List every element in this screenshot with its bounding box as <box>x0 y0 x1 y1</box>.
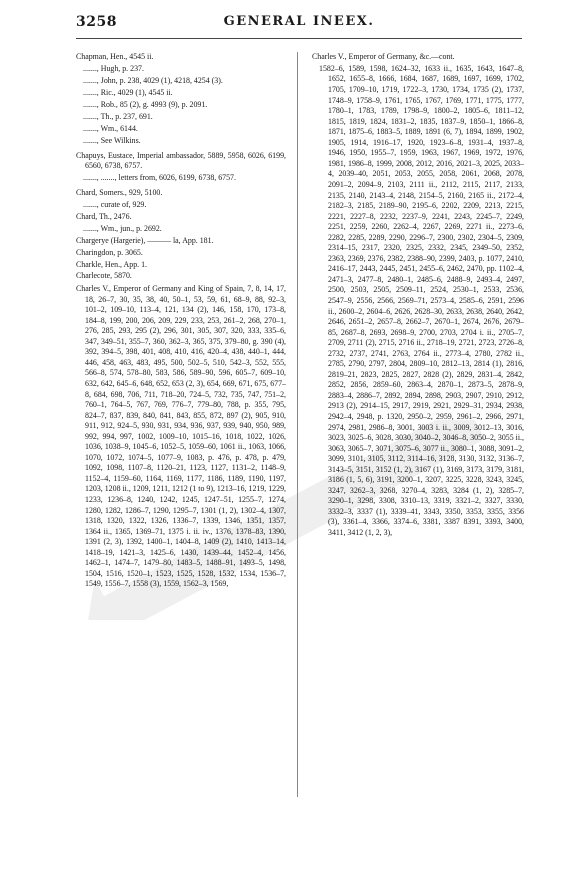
index-subentry: ......., Wm., 6144. <box>83 123 138 133</box>
index-column-left <box>76 52 286 591</box>
index-entry: Chapuys, Eustace, Imperial ambassador, 5889, 5958, 6026, 6199, 6560, 6738, 6757. <box>76 150 286 171</box>
index-entry: Charles V., Emperor of Germany, &c.—cont. <box>312 52 455 61</box>
index-entry: Charles V., Emperor of Germany and King of Spain, 7, 8, 14, 17, 18, 26–7, 30, 35, 38, 40, 50–1, 53, 59, 61, 68–9, 88, 92–3, 101–2, 109–10, 113–4, 121, 134 (2), 146, 158, 170, 173–8, 184–8, 199, 200, 206, 209, 229, 233, 253, 261–2, 268, 270–1, 276, 285, 293, 295 (2), 296, 301, 305, 307, 320, 333, 335–6, 347, 349–51, 355–7, 360, 362–3, 365, 375, 379–80, g. 390 (4), 392, 394–5, 398, 401, 408, 410, 416, 420–4, 438, 440–1, 444, 446, 458, 463, 483, 495, 500, 502–5, 510, 542–3, 552, 555, 566–8, 574, 578–80, 583, 586, 589–90, 596, 605–7, 609–10, 632, 642, 645–6, 648, 652, 653 (2, 3), 654, 669, 671, 675, 677–8, 684, 698, 706, 711, 718–20, 724–5, 732, 735, 747, 751–2, 760–1, 764–5, 767, 769, 776–7, 779–80, 788, p. 355, 795, 824–7, 837, 839, 840, 841, 843, 855, 872, 897 (2), 905, 910, 911, 912, 924–5, 930, 931, 934, 936, 937, 939, 940, 950, 989, 992, 994, 997, 1002, 1009–10, 1015–16, 1018, 1022, 1026, 1036, 1038–9, 1045–6, 1052–5, 1059–60, 1061 ii., 1063, 1066, 1070, 1072, 1074–5, 1077–9, 1083, p. 476, p. 478, p. 479, 1092, 1098, 1107–8, 1120–21, 1123, 1127, 1131–2, 1148–9, 1152–4, 1159–60, 1164, 1169, 1177, 1186, 1189, 1190, 1197, 1203, 1208 ii., 1209, 1211, 1212 (1 to 9), 1213–16, 1219, 1229, 1233, 1236–8, 1240, 1242, 1245, 1247–51, 1255–7, 1274, 1280, 1282, 1286–7, 1290, 1295–7, 1301 (1, 2), 1302–4, 1307, 1318, 1320, 1322, 1326, 1336–7, 1339, 1346, 1351, 1357, 1364 ii., 1365, 1369–71, 1375 i. ii. iv., 1376, 1378–83, 1390, 1391 (2, 3), 1392, 1400–1, 1404–8, 1409 (2), 1410, 1413–14, 1418–19, 1421–3, 1425–6, 1430, 1439–44, 1452–4, 1456, 1462–1, 1474–7, 1479–80, 1483–5, 1488–91, 1493–5, 1498, 1504, 1516, 1520–1, 1523, 1525, 1528, 1532, 1534, 1536–7, 1549, 1556–7, 1558 (3), 1559, 1562–3, 1569, <box>76 284 286 589</box>
index-subentry: 1582–6, 1589, 1598, 1624–32, 1633 ii., 1635, 1643, 1647–8, 1652, 1655–8, 1666, 1684, 1687, 1689, 1697, 1699, 1702, 1705, 1709–10, 1719, 1722–3, 1730, 1734, 1735 (2), 1737, 1748–9, 1758–9, 1761, 1765, 1767, 1769, 1771, 1775, 1777, 1780–1, 1783, 1789, 1798–9, 1800–2, 1805–6, 1811–12, 1815, 1819, 1824, 1831–2, 1835, 1837–9, 1850–1, 1866–8, 1871, 1875–6, 1883–5, 1889, 1891 (6, 7), 1894, 1899, 1902, 1905, 1914, 1916–17, 1920, 1923–6–8, 1931–4, 1937–8, 1946, 1950, 1955–7, 1959, 1963, 1967, 1969, 1972, 1976, 1981, 1986–8, 1999, 2008, 2012, 2016, 2021–3, 2025, 2033–4, 2039–40, 2051, 2053, 2055, 2058, 2061, 2068, 2078, 2091–2, 2094–9, 2103, 2111 ii., 2112, 2115, 2117, 2133, 2135, 2140, 2143–4, 2148, 2154–5, 2160, 2165 ii., 2172–4, 2182–3, 2185, 2189–90, 2195–6, 2202, 2209, 2213, 2215, 2221, 2227–8, 2232, 2237–9, 2241, 2243, 2245–7, 2249, 2251, 2259, 2260, 2262–4, 2267, 2269, 2271 ii., 2273–6, 2282, 2285, 2289, 2290, 2296–7, 2300, 2302, 2304–5, 2309, 2314–15, 2317, 2320, 2325, 2332, 2345, 2349–50, 2352, 2363, 2369, 2376, 2382, 2388–90, 2399, 2403, p. 1077, 2410, 2416–17, 2443, 2445, 2451, 2455–6, 2462, 2470, pp. 1102–4, 2471–3, 2477–8, 2480–1, 2485–6, 2488–9, 2493–4, 2497, 2500, 2503, 2505, 2509–11, 2524, 2530–1, 2533, 2536, 2547–9, 2556, 2566, 2569–71, 2573–4, 2585–6, 2591, 2596 ii., 2600–2, 2604–6, 2626, 2628–30, 2633, 2638, 2640, 2642, 2646, 2651–2, 2657–8, 2662–7, 2670–1, 2674, 2676, 2679–85, 2687–8, 2693, 2698–9, 2700, 2703, 2704 i. ii., 2705–7, 2709, 2711 (2), 2715, 2716 ii., 2718–19, 2721, 2723, 2726–8, 2732, 2737, 2741, 2763, 2764 ii., 2773–4, 2780, 2782 ii., 2785, 2790, 2797, 2804, 2809–10, 2812–13, 2814 (1), 2816, 2819–21, 2823, 2825, 2827, 2828 (2), 2829, 2831–4, 2842, 2852, 2856, 2859–60, 2863–4, 2870–1, 2873–5, 2878–9, 2883–4, 2886–7, 2892, 2894, 2898, 2903, 2907, 2910, 2912, 2913 (2), 2914–15, 2917, 2919, 2921, 2929–31, 2934, 2938, 2942–4, 2948, p. 1320, 2950–2, 2959, 2961–2, 2966, 2971, 2974, 2981, 2986–8, 3001, 3003 i. ii., 3009, 3012–13, 3016, 3023, 3025–6, 3028, 3030, 3040–2, 3046–8, 3050–2, 3055 ii., 3063, 3065–7, 3071, 3075–6, 3077 ii., 3080–1, 3088, 3091–2, 3099, 3101, 3105, 3112, 3114–16, 3128, 3130, 3132, 3136–7, 3143–5, 3151, 3152 (1, 2), 3167 (1), 3169, 3173, 3179, 3181, 3186 (1, 5, 6), 3191, 3200–1, 3207, 3225, 3228, 3243, 3245, 3247, 3262–3, 3268, 3270–4, 3283, 3284 (1, 2), 3285–7, 3290–1, 3298, 3308, 3310–13, 3319, 3321–2, 3327, 3330, 3332–3, 3337 (1), 3339–41, 3343, 3350, 3353, 3355, 3356 (3), 3361–4, 3366, 3374–6, 3381, 3387 8391, 3393, 3400, 3411, 3412 (1, 2, 3), <box>319 63 524 537</box>
index-subentry: ......., Th., p. 237, 691. <box>83 111 153 121</box>
index-entry: Chapman, Hen., 4545 ii. <box>76 52 154 61</box>
index-entry: Charkle, Hen., App. 1. <box>76 259 148 269</box>
index-subentry: ......., See Wilkins. <box>83 135 141 145</box>
running-header <box>76 14 522 39</box>
index-entry: Chargerye (Hargerie), ——— la, App. 181. <box>76 235 214 245</box>
index-subentry: ......., John, p. 238, 4029 (1), 4218, 4254 (3). <box>83 75 223 85</box>
index-subentry: ......., ......., letters from, 6026, 6199, 6738, 6757. <box>83 172 236 182</box>
running-title: GENERAL INEEX. <box>223 14 375 29</box>
index-subentry: ......., Rob., 85 (2), g. 4993 (9), p. 2091. <box>83 99 208 109</box>
page-number: 3258 <box>76 14 117 30</box>
index-subentry: ......., curate of, 929. <box>83 199 147 209</box>
index-entry: Charingdon, p. 3065. <box>76 247 143 257</box>
index-column-right <box>312 52 524 540</box>
index-entry: Chard, Th., 2476. <box>76 211 132 221</box>
index-subentry: ......., Hugh, p. 237. <box>83 63 144 73</box>
column-divider <box>297 52 298 797</box>
index-entry: Charlecote, 5870. <box>76 271 132 281</box>
index-entry: Chard, Somers., 929, 5100. <box>76 187 163 197</box>
index-subentry: ......., Wm., jun., p. 2692. <box>83 223 162 233</box>
index-subentry: ......., Ric., 4029 (1), 4545 ii. <box>83 87 173 97</box>
